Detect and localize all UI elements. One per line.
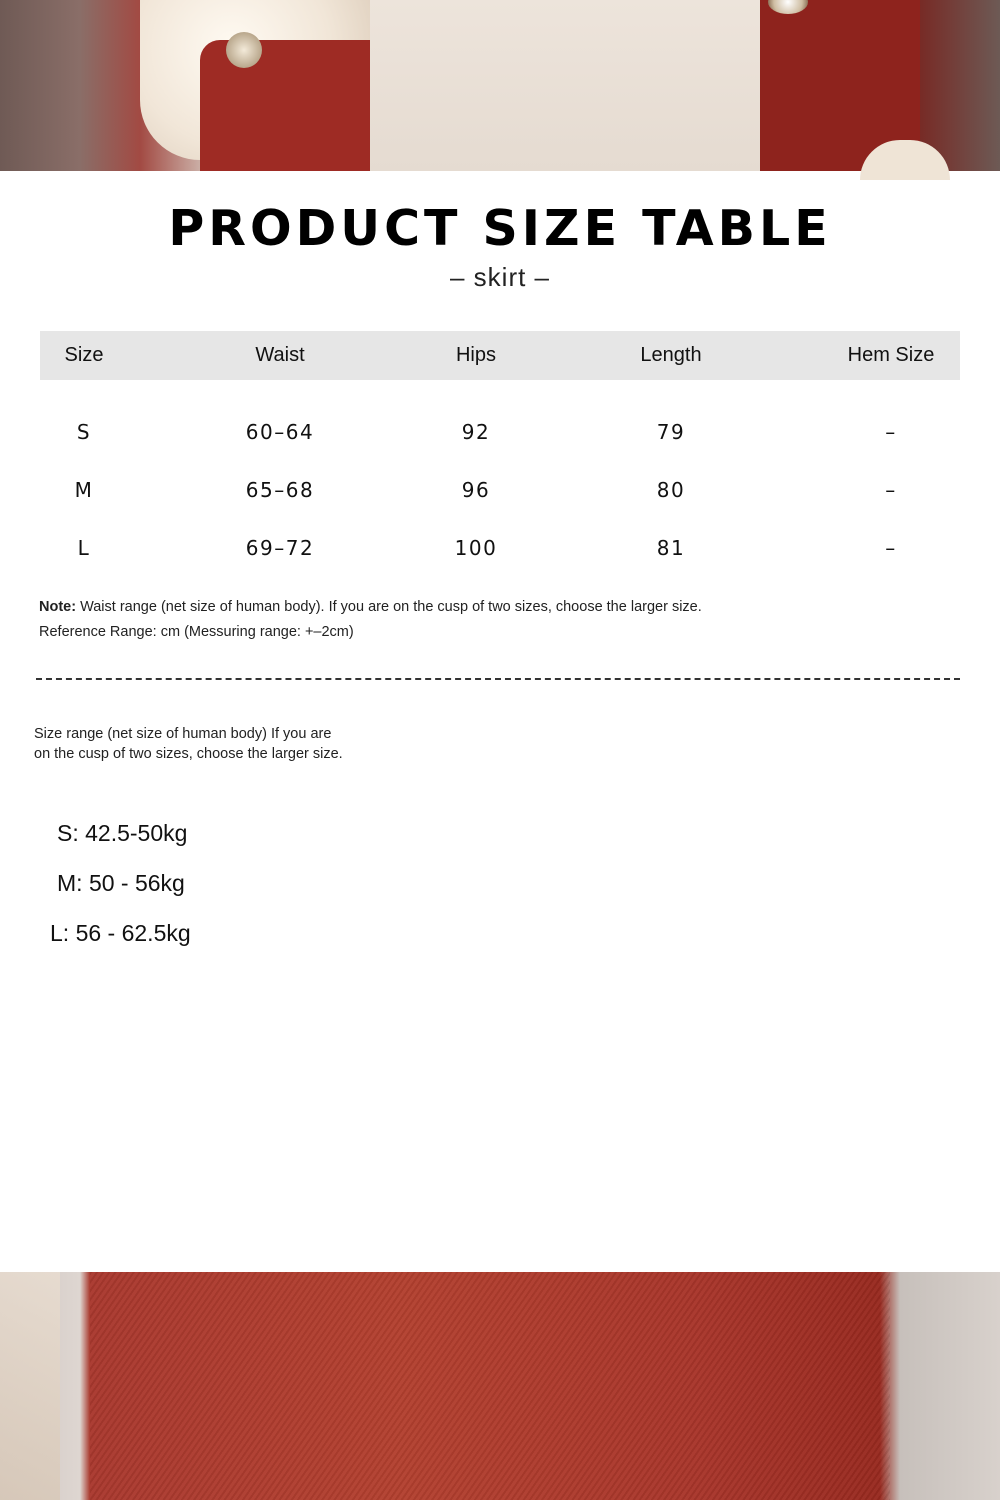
note-label: Note: bbox=[39, 599, 77, 615]
red-coat-left bbox=[200, 40, 370, 171]
cell-hips: 92 bbox=[461, 420, 491, 444]
weight-size-l: L: 56 - 62.5kg bbox=[50, 920, 191, 946]
header-size: Size bbox=[64, 344, 104, 366]
cell-size: S bbox=[76, 420, 92, 444]
cell-hem-size: – bbox=[885, 536, 897, 560]
cell-length: 81 bbox=[656, 536, 686, 560]
product-photo-bottom bbox=[0, 1272, 1000, 1500]
cell-length: 80 bbox=[656, 478, 686, 502]
cell-hem-size: – bbox=[885, 420, 897, 444]
weight-size-m: M: 50 - 56kg bbox=[57, 870, 185, 896]
tassel-detail bbox=[0, 1272, 60, 1500]
page-title: PRODUCT SIZE TABLE bbox=[168, 200, 832, 257]
table-header-bar bbox=[40, 331, 960, 380]
cell-length: 79 bbox=[656, 420, 686, 444]
cell-waist: 60–64 bbox=[245, 420, 315, 444]
cell-hips: 100 bbox=[454, 536, 498, 560]
size-range-text bbox=[34, 724, 374, 764]
size-range-line-1: Size range (net size of human body) If you are bbox=[34, 726, 332, 742]
wool-texture bbox=[90, 1272, 890, 1500]
cell-size: L bbox=[77, 536, 91, 560]
weight-size-s: S: 42.5-50kg bbox=[57, 820, 188, 846]
dashed-divider bbox=[36, 678, 960, 680]
header-waist: Waist bbox=[255, 344, 305, 366]
knit-sweater-area bbox=[370, 0, 760, 171]
header-hem-size: Hem Size bbox=[847, 344, 935, 366]
header-length: Length bbox=[640, 344, 702, 366]
note-text: Waist range (net size of human body). If you are on the cusp of two sizes, choose the larger size. bbox=[76, 599, 702, 615]
product-photo-top bbox=[0, 0, 1000, 171]
size-note bbox=[39, 595, 702, 645]
coat-button-left bbox=[226, 32, 262, 68]
header-hips: Hips bbox=[455, 344, 497, 366]
page-subtitle: – skirt – bbox=[449, 262, 551, 292]
cell-hem-size: – bbox=[885, 478, 897, 502]
cell-hips: 96 bbox=[461, 478, 491, 502]
cell-waist: 69–72 bbox=[245, 536, 315, 560]
reference-range: Reference Range: cm (Messuring range: +–2cm) bbox=[39, 624, 354, 640]
note-line bbox=[39, 595, 702, 620]
cell-waist: 65–68 bbox=[245, 478, 315, 502]
size-range-line-2: on the cusp of two sizes, choose the larger size. bbox=[34, 746, 343, 762]
cell-size: M bbox=[74, 478, 94, 502]
